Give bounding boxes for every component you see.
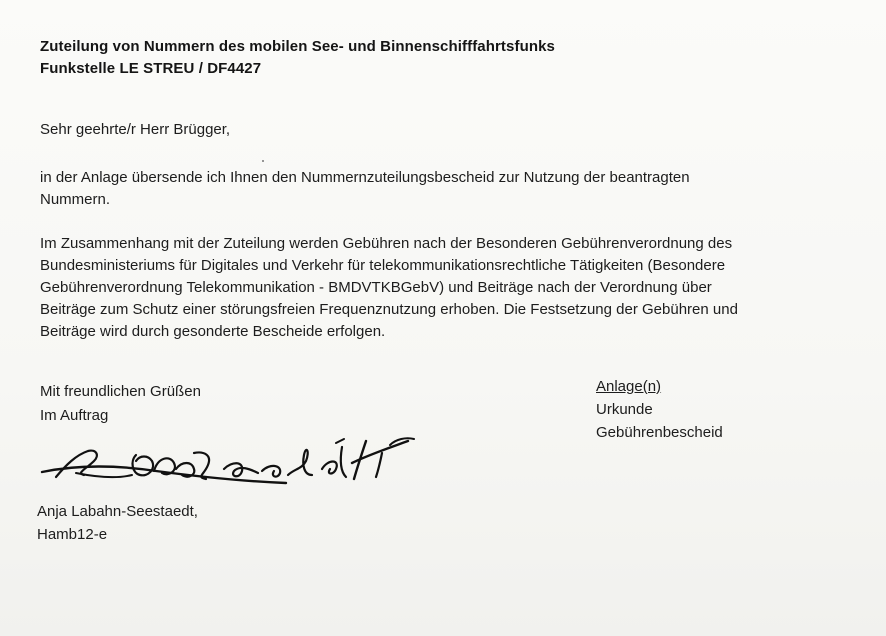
attachments-block — [596, 375, 723, 444]
letter-subject — [40, 36, 555, 80]
signer-block — [37, 500, 198, 546]
signer-name: Anja Labahn-Seestaedt, — [37, 503, 198, 520]
attachments-title: Anlage(n) — [596, 378, 662, 395]
subject-line-2: Funkstelle LE STREU / DF4427 — [40, 60, 262, 77]
attachment-item: Urkunde — [596, 401, 653, 418]
signer-office: Hamb12-e — [37, 526, 108, 543]
salutation: Sehr geehrte/r Herr Brügger, — [40, 121, 231, 138]
paragraph-1-line: in der Anlage übersende ich Ihnen den Nummernzuteilungsbescheid zur Nutzung der beantragten — [40, 169, 690, 186]
paragraph-2-line: Bundesministeriums für Digitales und Verkehr für telekommunikationsrechtliche Tätigkeiten (Besondere — [40, 257, 726, 274]
subject-line-1: Zuteilung von Nummern des mobilen See- und Binnenschifffahrtsfunks — [40, 38, 555, 55]
handwritten-signature — [36, 425, 426, 505]
paragraph-2-line: Gebührenverordnung Telekommunikation - BMDVTKBGebV) und Beiträge nach der Verordnung über — [40, 279, 712, 296]
attachment-item: Gebührenbescheid — [596, 424, 723, 441]
paragraph-2-line: Beiträge zum Schutz einer störungsfreien Frequenznutzung erhoben. Die Festsetzung der Gebühren und — [40, 301, 738, 318]
paragraph-1-line: Nummern. — [40, 191, 111, 208]
speck — [262, 160, 264, 162]
paragraph-2 — [40, 233, 870, 343]
paragraph-2-line: Beiträge wird durch gesonderte Bescheide erfolgen. — [40, 323, 386, 340]
closing-on-behalf: Im Auftrag — [40, 407, 109, 424]
paragraph-2-line: Im Zusammenhang mit der Zuteilung werden Gebühren nach der Besonderen Gebührenverordnung des — [40, 235, 733, 252]
paragraph-1 — [40, 167, 830, 211]
closing-block — [40, 380, 201, 428]
closing-greeting: Mit freundlichen Grüßen — [40, 383, 201, 400]
